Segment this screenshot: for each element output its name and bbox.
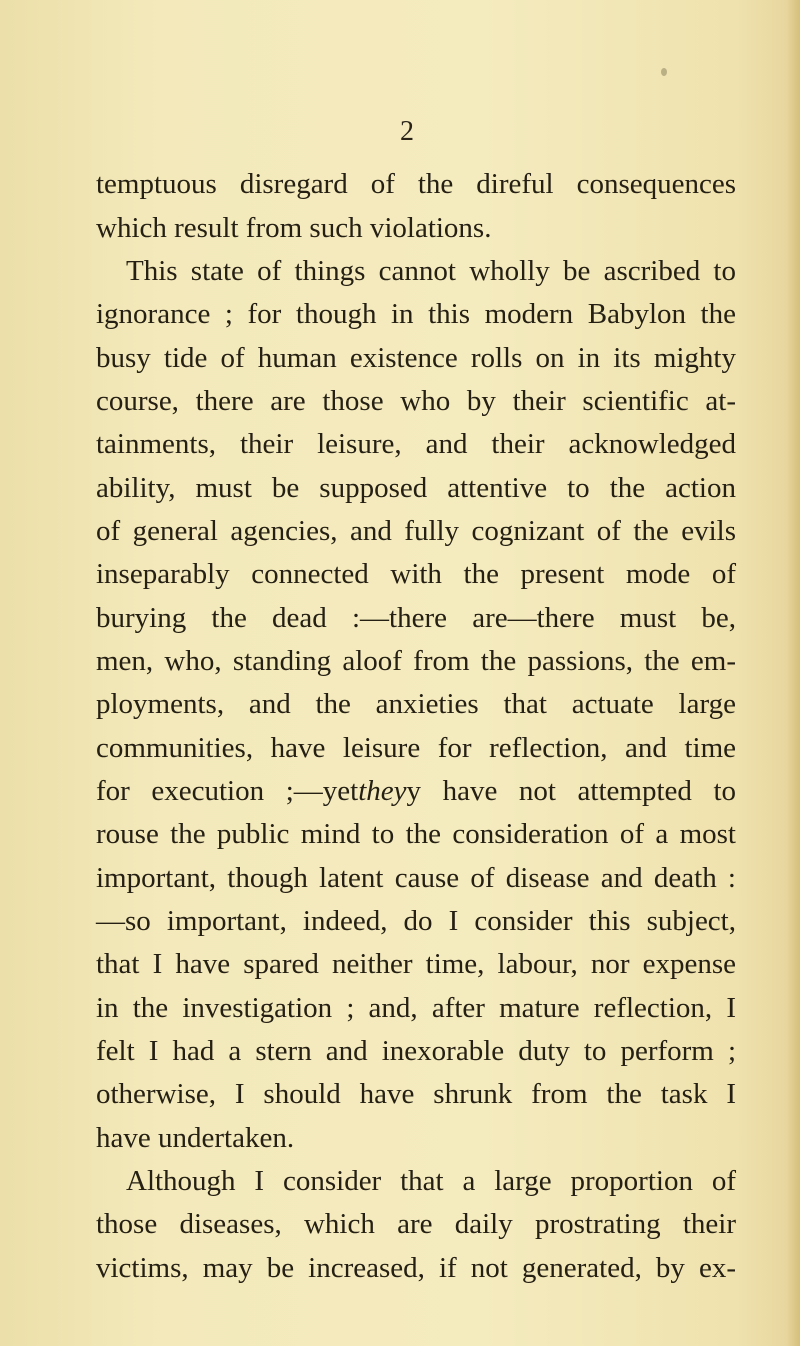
text-line-content: inseparably connected with the present mode of — [96, 558, 736, 591]
text-line — [96, 423, 736, 466]
text-line-content: burying the dead :—there are—there must be, — [96, 601, 736, 634]
text-line — [96, 380, 736, 423]
text-line — [96, 813, 736, 856]
text-line-content: for execution ;—yettheyy have not attempted to — [96, 774, 737, 807]
text-line-content: important, though latent cause of disease and death : — [96, 861, 736, 894]
text-line-content: of general agencies, and fully cognizant of the evils — [96, 514, 736, 547]
text-line — [96, 1203, 736, 1246]
text-line — [96, 336, 736, 379]
text-line — [96, 1247, 736, 1290]
text-line-content: have undertaken. — [96, 1121, 295, 1154]
text-line-content: otherwise, I should have shrunk from the task I — [96, 1078, 736, 1111]
text-line-content: men, who, standing aloof from the passions, the em- — [96, 644, 736, 677]
text-line-content: those diseases, which are daily prostrating their — [96, 1208, 736, 1241]
text-line-content: ployments, and the anxieties that actuate large — [96, 688, 736, 721]
text-line — [96, 640, 736, 683]
page-edge-shadow — [786, 0, 800, 1346]
text-line-content: victims, may be increased, if not generated, by ex- — [96, 1251, 736, 1284]
text-line — [96, 510, 736, 553]
text-line — [96, 726, 736, 769]
text-line — [96, 770, 736, 813]
text-line-content: felt I had a stern and inexorable duty to perform ; — [96, 1035, 736, 1068]
text-line — [96, 163, 736, 206]
text-line — [96, 1073, 736, 1116]
text-line-content: temptuous disregard of the direful consequences — [96, 168, 736, 201]
text-line — [96, 683, 736, 726]
text-line — [96, 943, 736, 986]
text-line-content: ability, must be supposed attentive to the action — [96, 471, 736, 504]
page-number: 2 — [400, 116, 414, 147]
text-line-content: which result from such violations. — [96, 211, 492, 244]
text-line-content: ignorance ; for though in this modern Babylon the — [96, 298, 736, 331]
text-line-content: —so important, indeed, do I consider this subject, — [96, 905, 736, 938]
text-line-content: that I have spared neither time, labour, nor expense — [96, 948, 736, 981]
text-line — [96, 596, 736, 639]
body-text — [96, 163, 736, 1290]
text-line-content: in the investigation ; and, after mature reflection, I — [96, 991, 736, 1024]
text-line — [96, 1117, 736, 1160]
text-line-content: tainments, their leisure, and their acknowledged — [96, 428, 736, 461]
text-line — [96, 293, 736, 336]
text-line — [96, 206, 736, 249]
text-line — [96, 250, 736, 293]
text-line — [96, 900, 736, 943]
text-line-content: This state of things cannot wholly be ascribed to — [126, 254, 736, 287]
text-line-content: busy tide of human existence rolls on in its mighty — [96, 341, 736, 374]
text-line — [96, 987, 736, 1030]
text-line-content: communities, have leisure for reflection, and time — [96, 731, 736, 764]
text-line — [96, 857, 736, 900]
text-line — [96, 1160, 736, 1203]
text-line-content: rouse the public mind to the consideration of a most — [96, 818, 736, 851]
text-line — [96, 553, 736, 596]
ink-spot — [661, 68, 667, 76]
text-line — [96, 466, 736, 509]
text-line-content: Although I consider that a large proportion of — [126, 1165, 736, 1198]
text-line-content: course, there are those who by their scientific at- — [96, 384, 736, 417]
text-line — [96, 1030, 736, 1073]
